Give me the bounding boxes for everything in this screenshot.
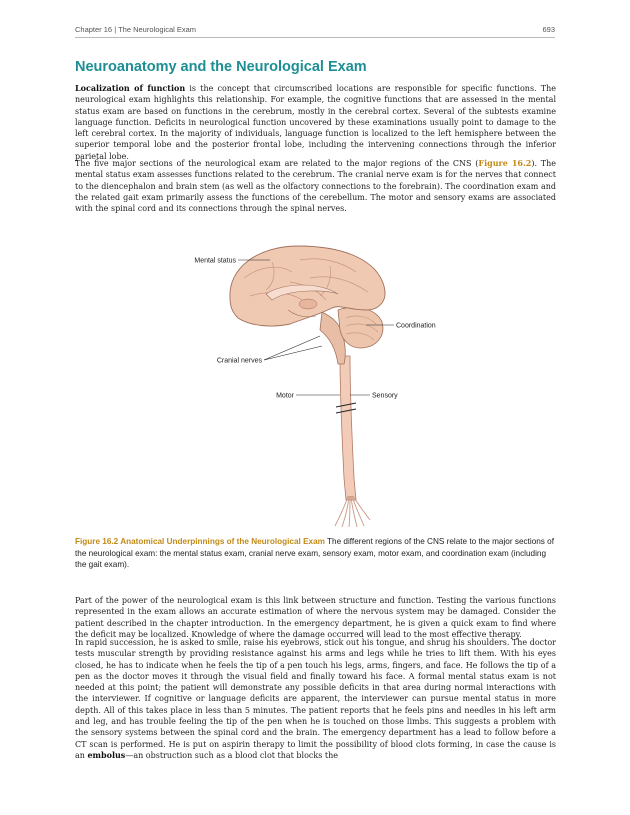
brain-figure <box>180 238 460 528</box>
paragraph-patient-exam <box>75 637 556 761</box>
paragraph-major-sections <box>75 158 556 214</box>
label-coordination: Coordination <box>396 322 436 330</box>
brain-spinal-cord-illustration <box>180 238 460 528</box>
paragraph-text: is the concept that circumscribed locations are responsible for specific functions. The neurological exam highlights this relationship. For example, the cognitive functions that are assessed in the mental status exam are based on functions in the cerebrum, mostly in the cerebral cortex. Several of the subtests examine language function. Deficits in neurological function uncovered by these examinations usually point to damage to the left cerebral cortex. In the majority of individuals, language function is localized to the left hemisphere between the superior temporal lobe and the posterior frontal lobe, including the intervening connections through the inferior parietal lobe. <box>75 84 556 161</box>
running-header <box>75 25 555 38</box>
cranial-nerves-leader <box>264 346 322 360</box>
key-term: Localization of function <box>75 83 186 93</box>
paragraph-text: ). The mental status exam assesses functions related to the cerebrum. The cranial nerve exam is for the nerves that connect to the diencephalon and brain stem (as well as the olfactory connections to the forebrain). The coordination exam and the related gait exam primarily assess the functions of the cerebellum. The motor and sensory exams are associated with the spinal cord and its connections through the spinal nerves. <box>75 159 557 214</box>
cerebellum-shape <box>338 307 383 348</box>
cauda-equina-shape <box>335 496 370 527</box>
key-term: embolus <box>87 749 126 760</box>
caption-label: Figure 16.2 Anatomical Underpinnings of the Neurological Exam <box>75 537 325 546</box>
thalamus-shape <box>299 299 317 309</box>
paragraph-localization <box>75 83 556 162</box>
figure-link[interactable]: Figure 16.2 <box>478 158 532 168</box>
paragraph-text: The five major sections of the neurological exam are related to the major regions of the CNS ( <box>75 159 479 168</box>
label-mental-status: Mental status <box>194 257 236 265</box>
paragraph-text: —an obstruction such as a blood clot that blocks the <box>125 750 338 760</box>
caption-text: The different regions of the CNS relate to the major sections of the neurological exam: the mental status exam, cranial nerve exam, sensory exam, motor exam, and coordination exam (including the gait exam). <box>75 537 554 569</box>
cranial-nerves-leader <box>264 336 320 360</box>
figure-caption <box>75 536 556 571</box>
label-motor: Motor <box>276 392 294 400</box>
label-sensory: Sensory <box>372 392 398 400</box>
label-cranial-nerves: Cranial nerves <box>216 357 262 365</box>
spinal-cord-shape <box>340 356 356 500</box>
page-number: 693 <box>542 25 555 34</box>
paragraph-structure-function: Part of the power of the neurological exam is this link between structure and function. Testing the various functions represented in the exam allows an accurate estimation of where the nervous system may be damaged. Consider the patient described in the chapter introduction. In the emergency department, he is given a quick exam to find where the deficit may be localized. Knowledge of where the damage occurred will lead to the most effective therapy. <box>75 596 556 639</box>
chapter-title: Chapter 16 | The Neurological Exam <box>75 25 197 34</box>
paragraph-text: In rapid succession, he is asked to smile, raise his eyebrows, stick out his tongue, and shrug his shoulders. The doctor tests muscular strength by providing resistance against his arms and legs while he tries to lift them. With his eyes closed, he has to indicate when he feels the tip of a pen touch his legs, arms, fingers, and face. He follows the tip of a pen as the doctor moves it through the visual field and finally toward his face. A formal mental status exam is not needed at this point; the patient will demonstrate any possible deficits in that area during normal interactions with the interviewer. If cognitive or language deficits are apparent, the interviewer can pursue mental status in more depth. All of this takes place in less than 5 minutes. The patient reports that he feels pins and needles in his left arm and leg, and has trouble feeling the tip of the pen when he is touched on those limbs. This suggests a problem with the sensory systems between the spinal cord and the brain. The emergency department has a lead to follow before a CT scan is performed. He is put on aspirin therapy to limit the possibility of blood clots forming, in case the cause is an <box>75 638 556 760</box>
section-title: Neuroanatomy and the Neurological Exam <box>75 59 367 75</box>
